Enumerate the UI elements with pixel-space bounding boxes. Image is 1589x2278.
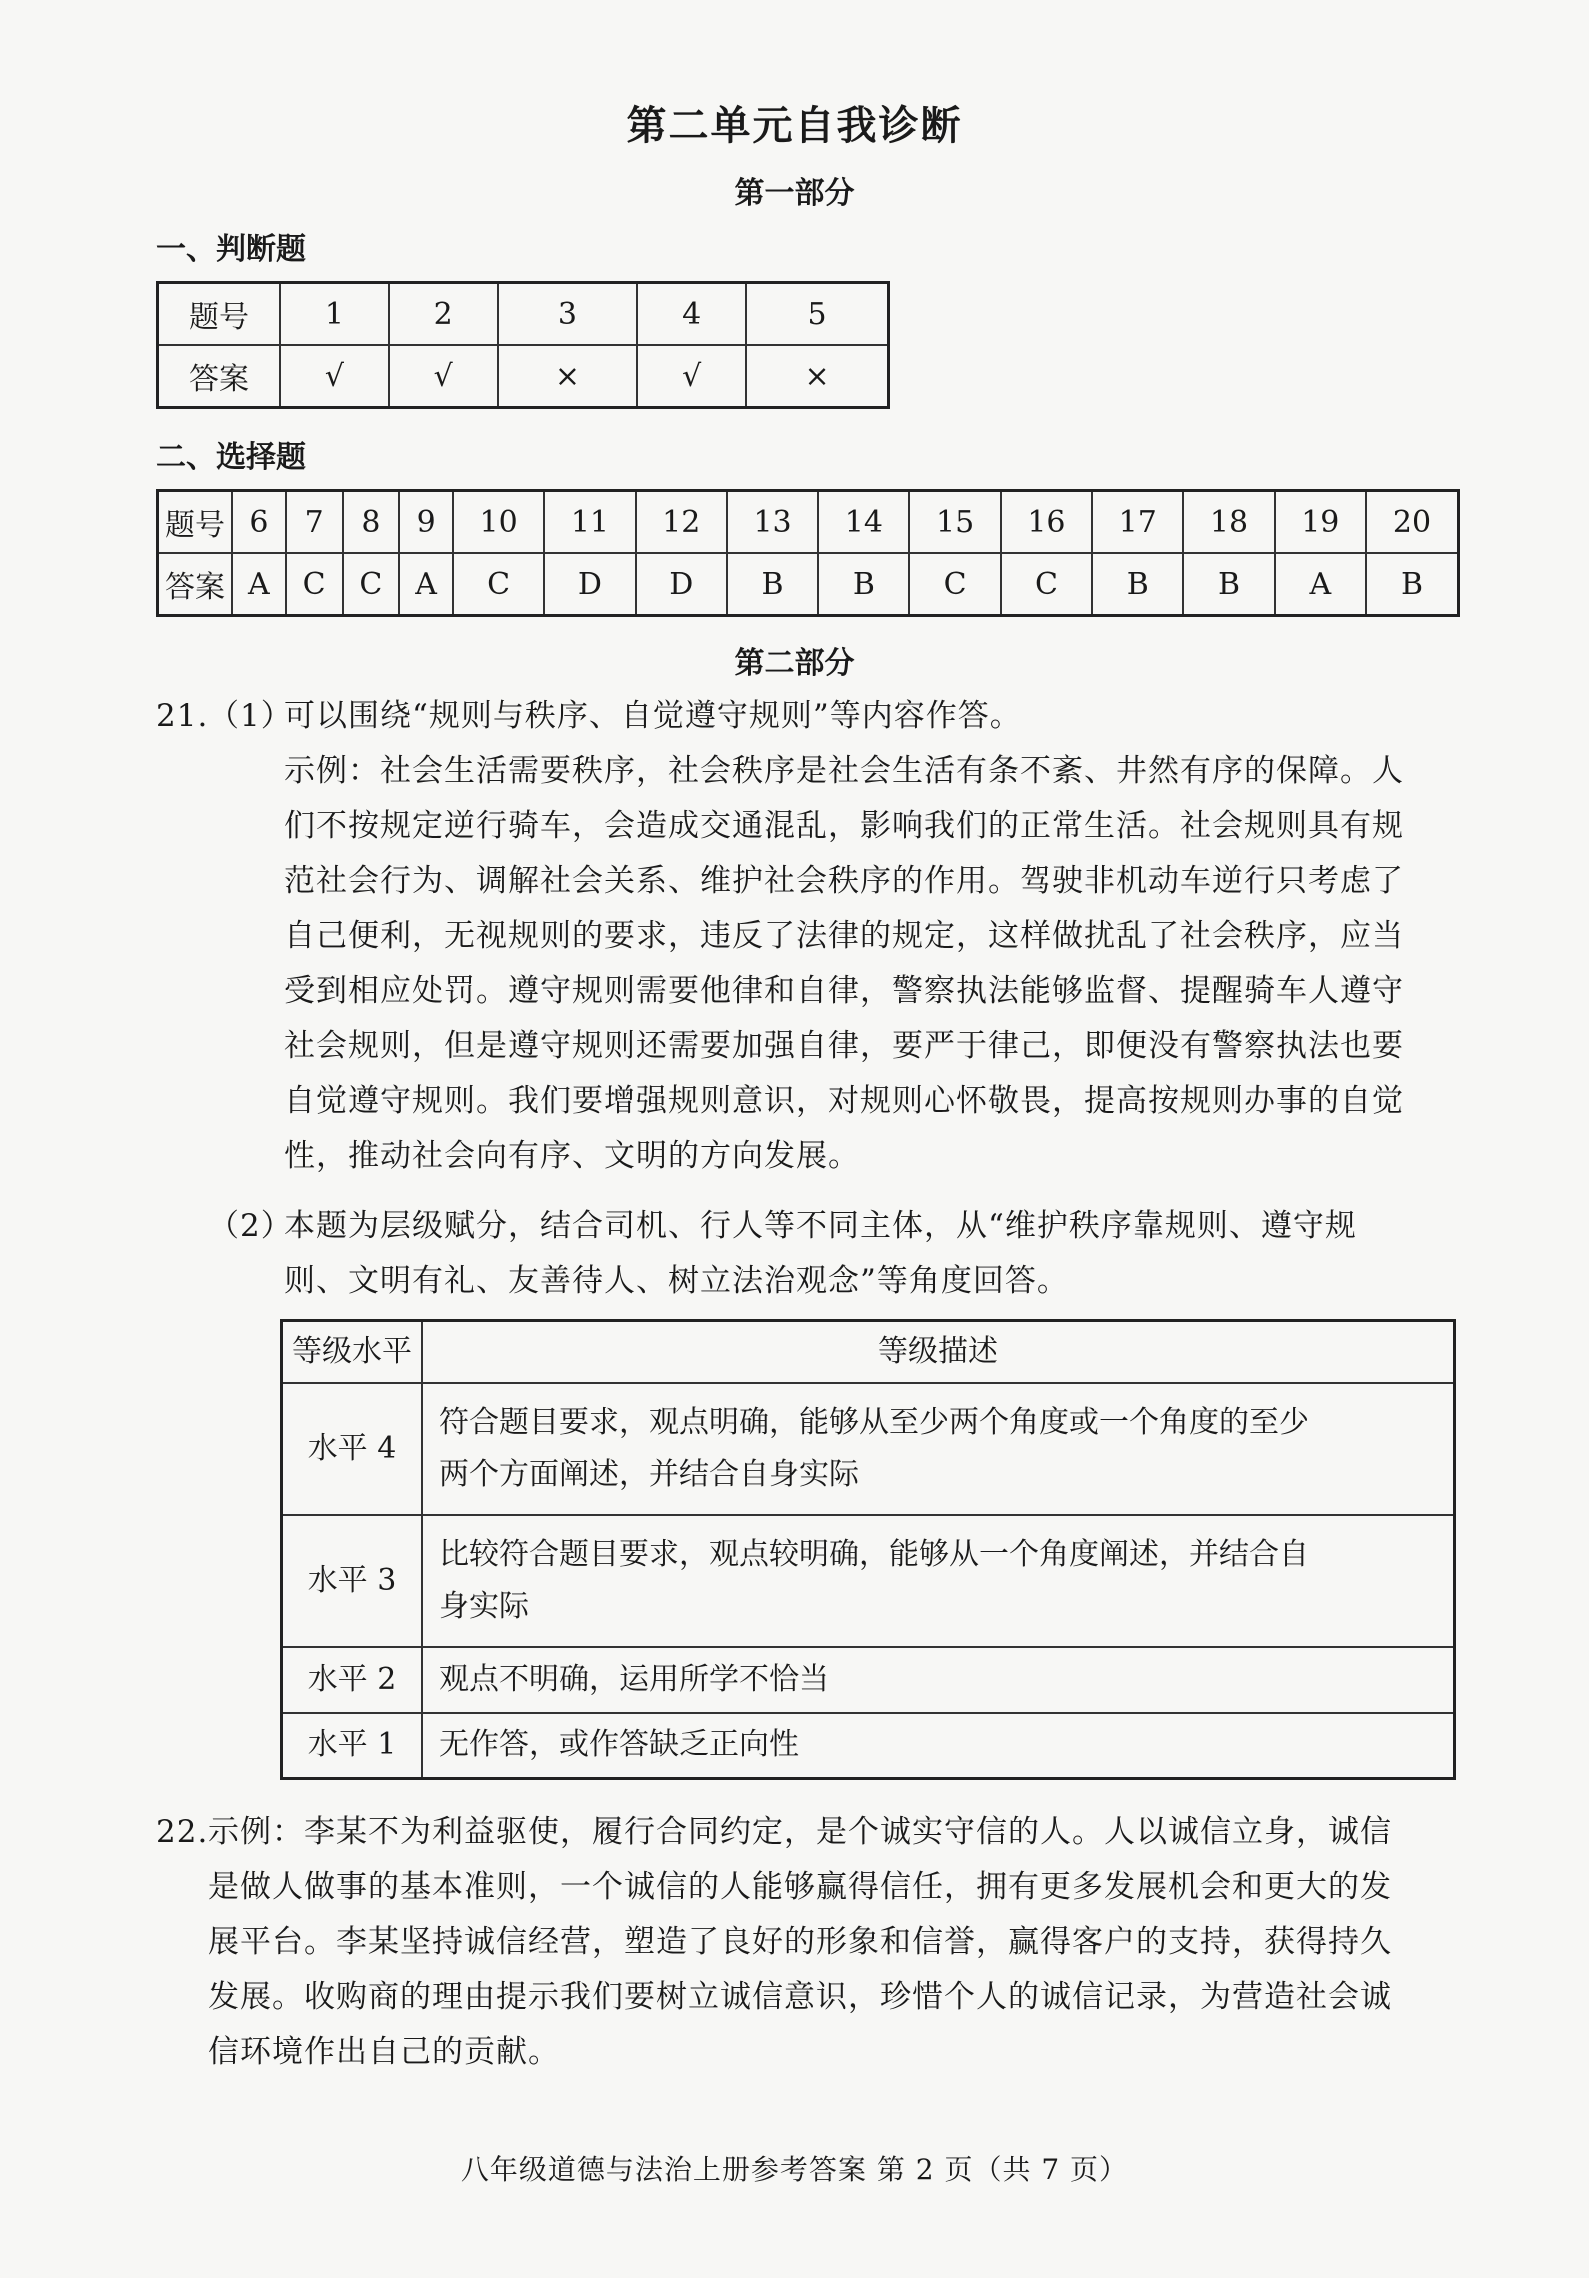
level-description — [422, 1647, 1455, 1713]
answer-cell: × — [498, 345, 638, 408]
answer-cell: C — [1001, 553, 1092, 616]
grading-levels-table — [280, 1319, 1456, 1780]
answer-cell: √ — [280, 345, 389, 408]
level-label: 水平 2 — [282, 1647, 423, 1713]
question-number: 6 — [232, 491, 286, 554]
question-number: 3 — [498, 283, 638, 346]
part1-title: 第一部分 — [734, 176, 855, 211]
answer-cell: C — [909, 553, 1000, 616]
q22-number: 22. — [156, 1814, 209, 1850]
answer-cell: √ — [389, 345, 498, 408]
row-label: 答案 — [158, 553, 233, 616]
answer-cell: C — [453, 553, 544, 616]
question-number: 18 — [1183, 491, 1274, 554]
q21-part2-label: （2） — [208, 1208, 293, 1244]
description-line: 两个方面阐述，并结合自身实际 — [439, 1456, 859, 1492]
table-header-row — [282, 1321, 1455, 1383]
level-description — [422, 1713, 1455, 1779]
question-number: 20 — [1366, 491, 1459, 554]
q21-number: 21. — [156, 698, 209, 734]
paragraph-line: 社会规则，但是遵守规则还需要加强自律，要严于律己，即便没有警察执法也要 — [284, 1028, 1404, 1064]
answer-cell: B — [1092, 553, 1183, 616]
question-number: 12 — [636, 491, 727, 554]
question-number: 10 — [453, 491, 544, 554]
question-number: 14 — [818, 491, 909, 554]
level-label: 水平 3 — [282, 1515, 423, 1647]
question-number: 7 — [286, 491, 343, 554]
paragraph-line: 是做人做事的基本准则，一个诚信的人能够赢得信任，拥有更多发展机会和更大的发 — [208, 1869, 1392, 1905]
paragraph-line: 展平台。李某坚持诚信经营，塑造了良好的形象和信誉，赢得客户的支持，获得持久 — [208, 1924, 1392, 1960]
description-line: 观点不明确，运用所学不恰当 — [439, 1661, 829, 1697]
question-number: 17 — [1092, 491, 1183, 554]
paragraph-line: 示例：李某不为利益驱使，履行合同约定，是个诚实守信的人。人以诚信立身，诚信 — [208, 1814, 1392, 1850]
question-number: 13 — [727, 491, 818, 554]
level-label: 水平 1 — [282, 1713, 423, 1779]
q21-part1-intro: 可以围绕“规则与秩序、自觉遵守规则”等内容作答。 — [284, 698, 1022, 734]
paragraph-line: 受到相应处罚。遵守规则需要他律和自律，警察执法能够监督、提醒骑车人遵守 — [284, 973, 1404, 1009]
question-number: 9 — [399, 491, 453, 554]
question-number: 5 — [746, 283, 888, 346]
table-row — [158, 345, 889, 408]
question-number: 15 — [909, 491, 1000, 554]
paragraph-line: 们不按规定逆行骑车，会造成交通混乱，影响我们的正常生活。社会规则具有规 — [284, 808, 1404, 844]
question-number: 11 — [544, 491, 635, 554]
answer-cell: A — [399, 553, 453, 616]
question-number: 4 — [637, 283, 746, 346]
choice-table — [156, 489, 1460, 617]
question-number: 1 — [280, 283, 389, 346]
q21-part2-text — [284, 1199, 1464, 1309]
section1-heading: 一、判断题 — [156, 232, 306, 267]
q21-part1-example — [284, 744, 1464, 1184]
description-line: 无作答，或作答缺乏正向性 — [439, 1727, 799, 1763]
page-footer: 八年级道德与法治上册参考答案 第 2 页（共 7 页） — [460, 2153, 1129, 2186]
row-label: 题号 — [158, 283, 281, 346]
paragraph-line: 信环境作出自己的贡献。 — [208, 2034, 560, 2070]
level-column-header: 等级水平 — [282, 1321, 423, 1383]
level-description — [422, 1383, 1455, 1515]
description-line: 身实际 — [439, 1588, 529, 1624]
row-label: 答案 — [158, 345, 281, 408]
answer-cell: B — [1366, 553, 1459, 616]
page-title: 第二单元自我诊断 — [626, 103, 963, 149]
level-label: 水平 4 — [282, 1383, 423, 1515]
paragraph-line: 性，推动社会向有序、文明的方向发展。 — [284, 1138, 860, 1174]
question-number: 2 — [389, 283, 498, 346]
level-description — [422, 1515, 1455, 1647]
question-number: 8 — [343, 491, 400, 554]
paragraph-line: 示例：社会生活需要秩序，社会秩序是社会生活有条不紊、井然有序的保障。人 — [284, 753, 1404, 789]
paragraph-line: 范社会行为、调解社会关系、维护社会秩序的作用。驾驶非机动车逆行只考虑了 — [284, 863, 1404, 899]
table-row — [158, 553, 1459, 616]
description-line: 比较符合题目要求，观点较明确，能够从一个角度阐述，并结合自 — [439, 1536, 1309, 1572]
q22-text — [208, 1805, 1464, 2080]
answer-cell: B — [727, 553, 818, 616]
answer-cell: D — [636, 553, 727, 616]
paragraph-line: 自己便利，无视规则的要求，违反了法律的规定，这样做扰乱了社会秩序，应当 — [284, 918, 1404, 954]
paragraph-line: 发展。收购商的理由提示我们要树立诚信意识，珍惜个人的诚信记录，为营造社会诚 — [208, 1979, 1392, 2015]
table-row — [158, 283, 889, 346]
judgement-table — [156, 281, 890, 409]
answer-cell: B — [818, 553, 909, 616]
part2-title: 第二部分 — [734, 646, 855, 681]
paragraph-line: 本题为层级赋分，结合司机、行人等不同主体，从“维护秩序靠规则、遵守规 — [284, 1208, 1357, 1244]
table-row — [282, 1713, 1455, 1779]
answer-cell: D — [544, 553, 635, 616]
table-row — [282, 1515, 1455, 1647]
question-number: 16 — [1001, 491, 1092, 554]
paragraph-line: 则、文明有礼、友善待人、树立法治观念”等角度回答。 — [284, 1263, 1069, 1299]
answer-cell: C — [343, 553, 400, 616]
table-row — [282, 1647, 1455, 1713]
description-line: 符合题目要求，观点明确，能够从至少两个角度或一个角度的至少 — [439, 1404, 1309, 1440]
answer-cell: √ — [637, 345, 746, 408]
question-number: 19 — [1275, 491, 1366, 554]
answer-cell: A — [232, 553, 286, 616]
paragraph-line: 自觉遵守规则。我们要增强规则意识，对规则心怀敬畏，提高按规则办事的自觉 — [284, 1083, 1404, 1119]
row-label: 题号 — [158, 491, 233, 554]
q21-part1-label: （1） — [208, 698, 293, 734]
section2-heading: 二、选择题 — [156, 440, 306, 475]
table-row — [158, 491, 1459, 554]
description-column-header: 等级描述 — [422, 1321, 1455, 1383]
table-row — [282, 1383, 1455, 1515]
answer-cell: × — [746, 345, 888, 408]
answer-cell: B — [1183, 553, 1274, 616]
answer-cell: C — [286, 553, 343, 616]
answer-cell: A — [1275, 553, 1366, 616]
